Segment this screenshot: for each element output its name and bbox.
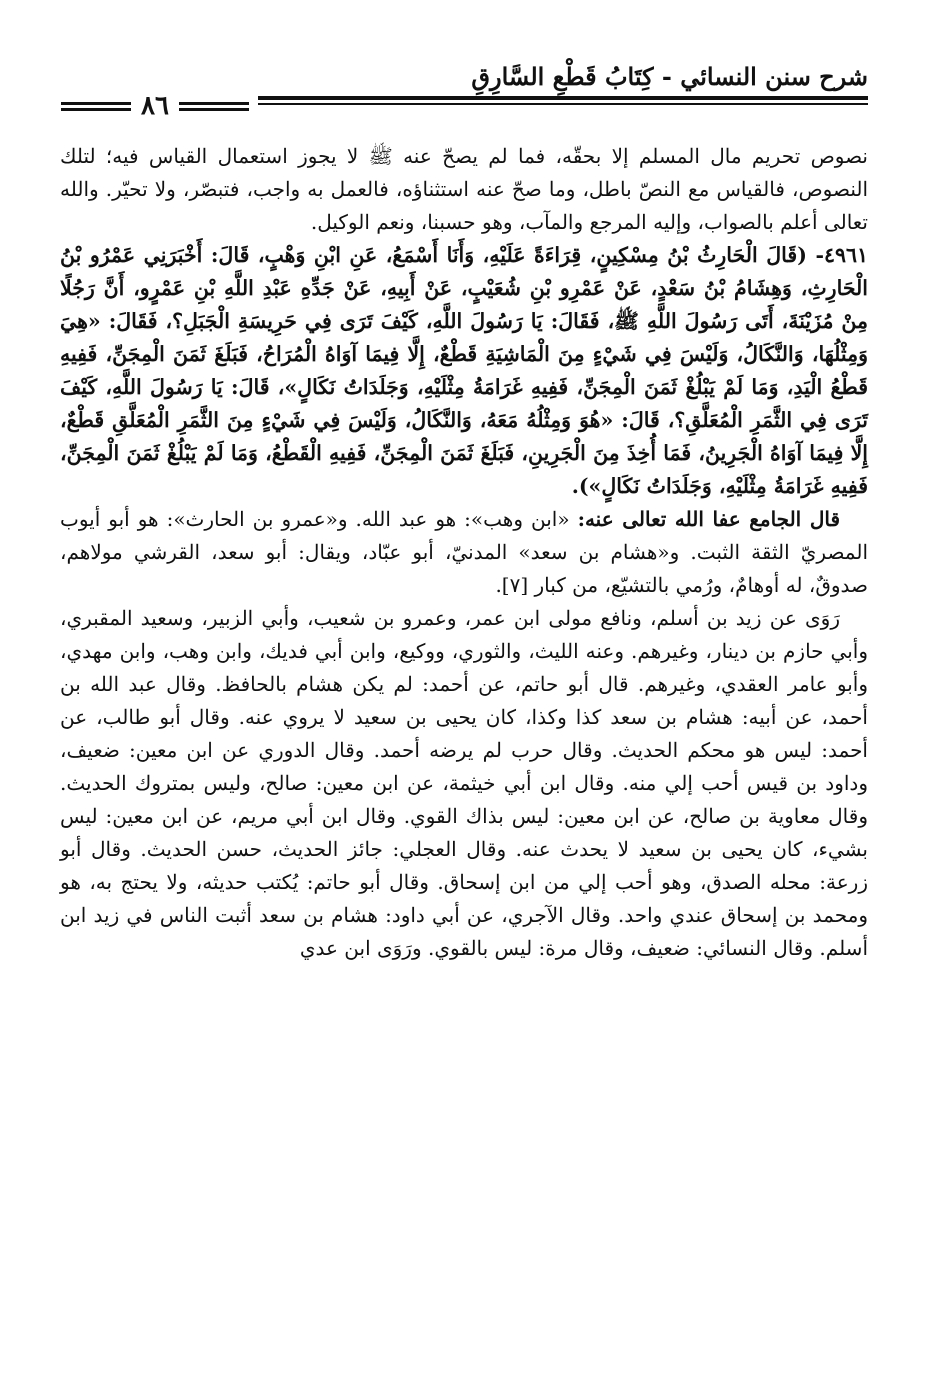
header-rule-thick (258, 96, 868, 100)
page-number-block (60, 88, 250, 124)
page-number-rule-right (179, 102, 249, 111)
hadith-text: ٤٩٦١- (قَالَ الْحَارِثُ بْنُ مِسْكِينٍ، قِرَاءَةً عَلَيْهِ، وَأَنَا أَسْمَعُ، عَنِ ابْنِ وَهْبٍ، قَالَ: أَخْبَرَنِي عَمْرُو بْنُ الْحَارِثِ، وَهِشَامُ بْنُ سَعْدٍ، عَنْ عَمْرِو بْنِ شُعَيْبٍ، عَنْ أَبِيهِ، عَنْ جَدِّهِ عَبْدِ اللَّهِ بْنِ عَمْرٍو، أَنَّ رَجُلًا مِنْ مُزَيْنَةَ، أَتَى رَسُولَ اللَّهِ ﷺ، فَقَالَ: يَا رَسُولَ اللَّهِ، كَيْفَ تَرَى فِي حَرِيسَةِ الْجَبَلِ؟، فَقَالَ: «هِيَ وَمِثْلُهَا، وَالنَّكَالُ، وَلَيْسَ فِي شَيْءٍ مِنَ الْمَاشِيَةِ قَطْعٌ، إِلَّا فِيمَا آوَاهُ الْمُرَاحُ، فَبَلَغَ ثَمَنَ الْمِجَنِّ، فَفِيهِ قَطْعُ الْيَدِ، وَمَا لَمْ يَبْلُغْ ثَمَنَ الْمِجَنِّ، فَفِيهِ غَرَامَةُ مِثْلَيْهِ، وَجَلَدَاتُ نَكَالٍ»، قَالَ: يَا رَسُولَ اللَّهِ، كَيْفَ تَرَى فِي الثَّمَرِ الْمُعَلَّقِ؟، قَالَ: «هُوَ وَمِثْلُهُ مَعَهُ، وَالنَّكَالُ، وَلَيْسَ فِي شَيْءٍ مِنَ الثَّمَرِ الْمُعَلَّقِ قَطْعٌ، إِلَّا فِيمَا آوَاهُ الْجَرِينُ، فَمَا أُخِذَ مِنَ الْجَرِينِ، فَبَلَغَ ثَمَنَ الْمِجَنِّ، فَفِيهِ الْقَطْعُ، وَمَا لَمْ يَبْلُغْ ثَمَنَ الْمِجَنِّ، فَفِيهِ غَرَامَةُ مِثْلَيْهِ، وَجَلَدَاتُ نَكَالٍ»). (60, 243, 868, 498)
paragraph-intro: نصوص تحريم مال المسلم إلا بحقّه، فما لم يصحّ عنه ﷺ لا يجوز استعمال القياس فيه؛ لتلك النصوص، فالقياس مع النصّ باطل، وما صحّ عنه استثناؤه، فالعمل به واجب، فتبصّر، ولا تحيّر. والله تعالى أعلم بالصواب، وإليه المرجع والمآب، وهو حسبنا، ونعم الوكيل. (60, 144, 869, 234)
paragraph-commentary (60, 503, 868, 602)
paragraph-narrator-bio: رَوَى عن زيد بن أسلم، ونافع مولى ابن عمر، وعمرو بن شعيب، وأبي الزبير، وسعيد المقبري، وأبي حازم بن دينار، وغيرهم. وعنه الليث، والثوري، ووكيع، وابن أبي فديك، وابن وهب، وابن مهدي، وأبو عامر العقدي، وغيرهم. قال أبو حاتم، عن أحمد: لم يكن هشام بالحافظ. وقال عبد الله بن أحمد، عن أبيه: هشام بن سعد كذا وكذا، كان يحيى بن سعيد لا يروي عنه. وقال أبو طالب، عن أحمد: ليس هو محكم الحديث. وقال حرب لم يرضه أحمد. وقال الدوري عن ابن معين: ضعيف، وداود بن قيس أحب إلي منه. وقال ابن أبي خيثمة، عن ابن معين: صالح، وليس بمتروك الحديث. وقال معاوية بن صالح، عن ابن معين: ليس بذاك القوي. وقال ابن أبي مريم، عن ابن معين: ليس بشيء، كان يحيى بن سعيد لا يحدث عنه. وقال العجلي: جائز الحديث، حسن الحديث. وقال أبو زرعة: محله الصدق، وهو أحب إلي من ابن إسحاق. وقال أبو حاتم: يُكتب حديثه، ولا يحتج به، هو ومحمد بن إسحاق عندي واحد. وقال الآجري، عن أبي داود: هشام بن سعد أثبت الناس في زيد ابن أسلم. وقال النسائي: ضعيف، وقال مرة: ليس بالقوي. ورَوَى ابن عدي (60, 606, 869, 960)
header-rule (258, 96, 868, 105)
commentary-text: «ابن وهب»: هو عبد الله. و«عمرو بن الحارث»: هو أبو أيوب المصريّ الثقة الثبت. و«هشام بن سعد» المدنيّ، أبو عبّاد، ويقال: أبو سعد، القرشي مولاهم، صدوقٌ، له أوهامٌ، ورُمي بالتشيّع، من كبار [٧]. (60, 507, 868, 597)
book-page (60, 60, 868, 1350)
header-rule-thin (258, 103, 868, 105)
page-header (60, 60, 868, 120)
page-number-rule-left (61, 102, 131, 111)
commentary-lead: قال الجامع عفا الله تعالى عنه: (577, 507, 841, 531)
page-number: ٨٦ (141, 91, 169, 121)
page-body (60, 140, 868, 965)
running-title: شرح سنن النسائي - كِتَابُ قَطْعِ السَّارِقِ (471, 62, 868, 91)
